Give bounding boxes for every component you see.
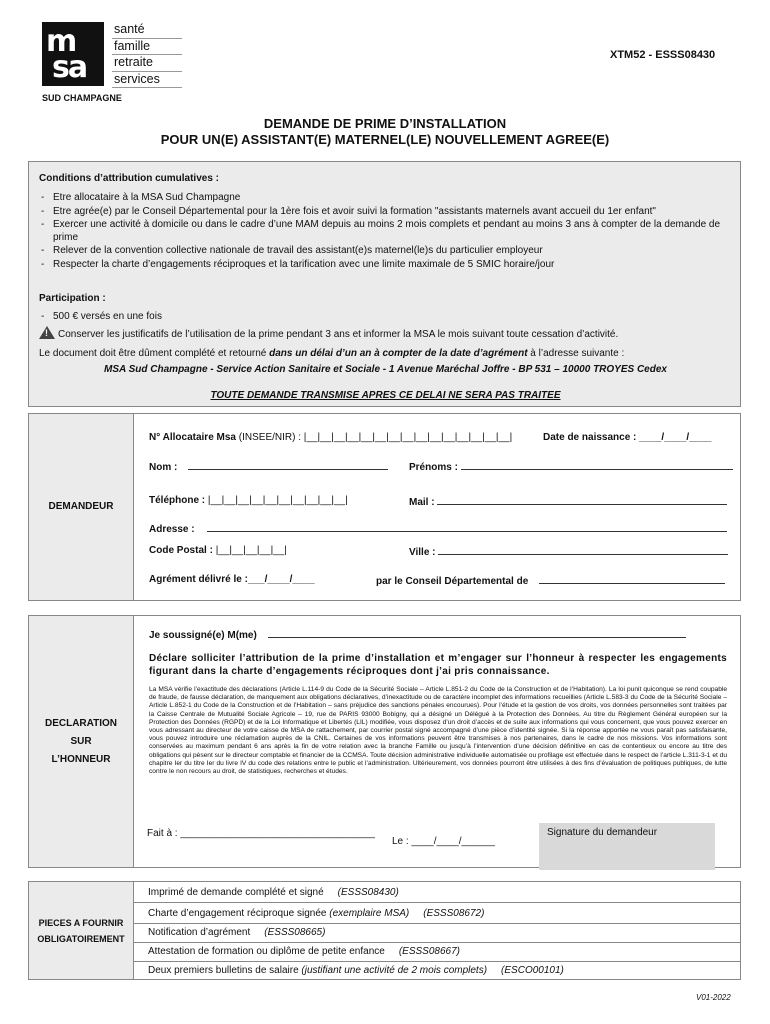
mail-line — [437, 495, 727, 505]
adresse-field[interactable] — [149, 522, 727, 535]
msa-logo — [42, 22, 182, 92]
demandeur-label-text: DEMANDEUR — [48, 501, 114, 512]
return-address: MSA Sud Champagne - Service Action Sanitaire et Sociale - 1 Avenue Maréchal Joffre - BP 531 – 10000 TROYES Cedex — [104, 364, 667, 375]
warning-row — [39, 326, 618, 340]
piece-text: Attestation de formation ou diplôme de petite enfance — [148, 946, 385, 957]
allocataire-boxes: |__|__|__|__|__|__|__|__|__|__|__|__|__|__|__| — [303, 432, 513, 443]
telephone-boxes: |__|__|__|__|__|__|__|__|__|__| — [207, 495, 348, 506]
declaration-label — [29, 616, 134, 867]
piece-text: Deux premiers bulletins de salaire — [148, 965, 302, 976]
ville-field[interactable] — [409, 545, 728, 558]
soussigne-label: Je soussigné(e) M(me) — [149, 630, 257, 641]
birth-date-field[interactable]: Date de naissance : ____/____/____ — [543, 432, 712, 443]
warning-icon — [39, 326, 55, 339]
condition-item: - Etre allocataire à la MSA Sud Champagne — [39, 192, 734, 205]
piece-row — [134, 941, 741, 962]
demandeur-label — [29, 414, 134, 600]
page-title-line2: POUR UN(E) ASSISTANT(E) MATERNEL(LE) NOUVELLEMENT AGREE(E) — [160, 132, 610, 147]
conditions-heading: Conditions d’attribution cumulatives : — [39, 173, 219, 184]
deadline-notice: TOUTE DEMANDE TRANSMISE APRES CE DELAI NE SERA PAS TRAITEE — [210, 390, 561, 401]
prenoms-line — [461, 460, 733, 470]
logo-word: famille — [112, 39, 182, 56]
signature-box[interactable] — [539, 823, 715, 870]
piece-row — [134, 960, 741, 981]
allocataire-label: N° Allocataire Msa — [149, 432, 236, 443]
signature-label: Signature du demandeur — [547, 827, 658, 838]
nom-field[interactable] — [149, 460, 388, 473]
soussigne-line — [268, 628, 686, 638]
telephone-field[interactable] — [149, 495, 348, 506]
logo-letters-top: m — [46, 24, 76, 59]
doc-line-end: à l’adresse suivante : — [527, 348, 625, 359]
code-postal-label: Code Postal : — [149, 545, 213, 556]
fait-a-field[interactable]: Fait à : ___________________________________ — [147, 828, 375, 839]
ville-label: Ville : — [409, 547, 436, 558]
piece-code: (ESCO00101) — [501, 965, 564, 976]
piece-row — [134, 882, 741, 903]
allocataire-hint: (INSEE/NIR) : — [238, 432, 302, 443]
piece-text: Notification d’agrément — [148, 927, 251, 938]
logo-word: retraite — [112, 55, 182, 72]
sub-brand: SUD CHAMPAGNE — [42, 93, 122, 103]
ville-line — [438, 545, 728, 555]
participation-heading: Participation : — [39, 293, 106, 304]
declaration-label-line: SUR — [70, 735, 92, 747]
piece-code: (ESSS08672) — [423, 908, 485, 919]
piece-italic: (justifiant une activité de 2 mois complets) — [301, 965, 488, 976]
pieces-section — [28, 881, 741, 980]
logo-letters-bottom: sa — [52, 50, 87, 85]
conditions-box — [28, 161, 741, 407]
demandeur-section — [28, 413, 741, 601]
declaration-section — [28, 615, 741, 868]
condition-item: - Exercer une activité à domicile ou dans le cadre d’une MAM depuis au moins 2 mois complets et pendant au moins 3 ans à compter de la demande de prime — [39, 219, 734, 244]
declaration-label-line: DECLARATION — [44, 717, 118, 729]
piece-code: (ESSS08430) — [337, 887, 399, 898]
code-postal-field[interactable] — [149, 545, 287, 556]
piece-italic: (exemplaire MSA) — [329, 908, 410, 919]
telephone-label: Téléphone : — [149, 495, 206, 506]
adresse-line — [207, 522, 727, 532]
logo-mark — [42, 22, 104, 86]
piece-text: Imprimé de demande complété et signé — [148, 887, 324, 898]
code-postal-boxes: |__|__|__|__|__| — [215, 545, 287, 556]
piece-code: (ESSS08665) — [264, 927, 326, 938]
pieces-label-line: PIECES A FOURNIR — [38, 917, 124, 928]
soussigne-field[interactable] — [149, 628, 686, 641]
doc-line-start: Le document doit être dûment complété et retourné — [39, 348, 270, 359]
nom-label: Nom : — [149, 462, 178, 473]
piece-row — [134, 922, 741, 943]
reference-code: XTM52 - ESSS08430 — [610, 49, 716, 61]
prenoms-field[interactable] — [409, 460, 733, 473]
condition-item: - Relever de la convention collective nationale de travail des assistant(e)s maternel(le)s du particulier employeur — [39, 245, 734, 258]
prenoms-label: Prénoms : — [409, 462, 458, 473]
adresse-label: Adresse : — [149, 524, 195, 535]
logo-words — [112, 22, 182, 88]
allocataire-field[interactable] — [149, 432, 512, 443]
piece-text: Charte d’engagement réciproque signée — [148, 908, 330, 919]
conseil-field[interactable] — [376, 574, 725, 587]
pieces-label-line: OBLIGATOIREMENT — [37, 933, 125, 944]
conditions-list — [39, 192, 734, 272]
logo-word: santé — [112, 22, 182, 39]
mail-field[interactable] — [409, 495, 727, 508]
declaration-label-line: L’HONNEUR — [51, 753, 111, 765]
piece-row — [134, 903, 741, 924]
return-instructions — [39, 348, 624, 359]
condition-item: - Etre agrée(e) par le Conseil Départemental pour la 1ère fois et avoir suivi la formation "assistants maternels avant accueil du 1er enfant" — [39, 206, 734, 219]
conseil-line — [539, 574, 725, 584]
declaration-statement: Déclare solliciter l’attribution de la prime d’installation et m’engager sur l’honneur à respecter les engagements figurant dans la charte d’engagements réciproques dont j’ai pris connaissance. — [149, 653, 727, 677]
participation-item: - 500 € versés en une fois — [39, 311, 162, 322]
date-field[interactable]: Le : ____/____/______ — [392, 836, 495, 847]
page-title-line1: DEMANDE DE PRIME D’INSTALLATION — [263, 116, 507, 131]
agrement-date-field[interactable]: Agrément délivré le :___/____/____ — [149, 574, 315, 585]
legal-notice: La MSA vérifie l’exactitude des déclarations (Article L.114-9 du Code de la Sécurité Sociale – Article L.851-2 du Code de la Construction et de l’Habitation). La loi punit quiconque se rend coupable de fraude, de fausse déclaration, de manquement aux obligations déclaratives, d’inexactitude ou de caractère incomplet des informations recueillies (Article L.583-3 du Code de la Sécurité Sociale – Article L.852-1 du Code de la Construction et de l’Habitation – sans préjudice des sanctions pénales encourues). Pour l’étude et la gestion de vos droits, vos données personnelles sont traitées par la Caisse Centrale de Mutualité Sociale Agricole – 19, rue de PARIS 93000 Bobigny, qui a désigné un Délégué à la Protection des Données. Au titre du Règlement Général européen sur la Protection des Données (RGPD) et de la Loi Informatique et Libertés (LIL) modifiée, vous disposez d’un droit d’accès et de suite aux informations qui vous concernent, que vous pouvez exercer en vous adressant au directeur de votre caisse de MSA de rattachement, par courrier postal signé accompagné d’une pièce d’identité signée. Si la réponse apportée ne vous paraît pas satisfaisante, vous pouvez introduire une réclamation auprès de la CNIL. Certaines de vos informations peuvent être transmises à nos partenaires, dans le cadre de nos missions. Vos informations sont conservées au maximum pendant 6 ans après la fin de votre relation avec la branche Famille ou jusqu’à l’intervention d’une décision définitive en cas de contentieux ou encore au titre des obligations qui pèsent sur le directeur comptable et financier de la CCMSA. Toute décision administrative individuelle automatisée ou profilage est effectuée dans le respect de l’article L.311-3-1 et du chapitre Ier du titre Ier du livre IV du code des relations entre le public et l’administration. Ultérieurement, vos données pourront être utilisées à des fins d’évaluation de politiques publiques, de lutte contre le non recours au droit, de statistiques, recherches et études. — [149, 686, 727, 776]
conseil-label: par le Conseil Départemental de — [376, 576, 529, 587]
pieces-label — [29, 882, 134, 979]
doc-line-deadline: dans un délai d’un an à compter de la date d’agrément — [269, 348, 528, 359]
piece-code: (ESSS08667) — [398, 946, 460, 957]
logo-word: services — [112, 72, 182, 89]
condition-item: - Respecter la charte d’engagements réciproques et la tarification avec une limite maximale de 5 SMIC horaire/jour — [39, 259, 734, 272]
version-label: V01-2022 — [696, 993, 731, 1002]
warning-text: Conserver les justificatifs de l’utilisation de la prime pendant 3 ans et informer la MSA le mois suivant toute cessation d’activité. — [58, 329, 619, 340]
nom-line — [188, 460, 388, 470]
mail-label: Mail : — [409, 497, 435, 508]
